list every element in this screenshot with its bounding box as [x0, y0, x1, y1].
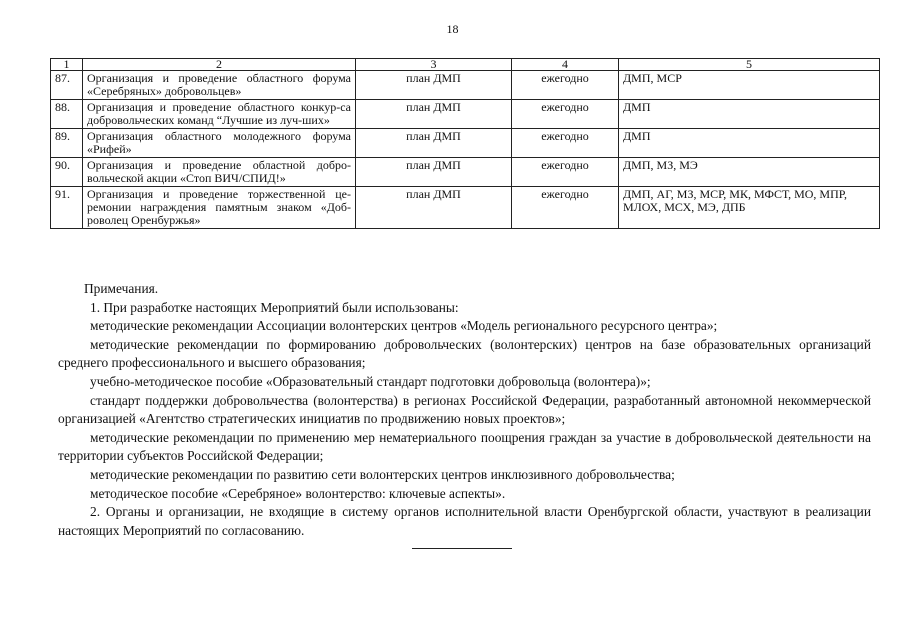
row-number: 89.	[51, 129, 83, 158]
event-executors: ДМП, МСР	[619, 71, 880, 100]
table-row	[51, 71, 880, 100]
row-number: 87.	[51, 71, 83, 100]
row-number: 88.	[51, 100, 83, 129]
event-name: Организация и проведение областного форума «Серебряных» добровольцев»	[83, 71, 356, 100]
event-plan: план ДМП	[356, 100, 512, 129]
event-plan: план ДМП	[356, 187, 512, 229]
event-name: Организация и проведение областной добро-вольческой акции «Стоп ВИЧ/СПИД!»	[83, 158, 356, 187]
event-period: ежегодно	[512, 187, 619, 229]
event-period: ежегодно	[512, 129, 619, 158]
note-paragraph: стандарт поддержки добровольчества (волонтерства) в регионах Российской Федерации, разработанный автономной некоммерческой организацией «Агентство стратегических инициатив по продвижению новых проектов»;	[58, 392, 871, 427]
table-row	[51, 129, 880, 158]
table-row	[51, 100, 880, 129]
event-period: ежегодно	[512, 100, 619, 129]
event-period: ежегодно	[512, 158, 619, 187]
closing-rule	[412, 548, 512, 549]
event-period: ежегодно	[512, 71, 619, 100]
event-executors: ДМП, МЗ, МЭ	[619, 158, 880, 187]
event-name: Организация областного молодежного форума «Рифей»	[83, 129, 356, 158]
event-plan: план ДМП	[356, 158, 512, 187]
column-header: 5	[619, 59, 880, 71]
event-executors: ДМП, АГ, МЗ, МСР, МК, МФСТ, МО, МПР, МЛОХ, МСХ, МЭ, ДПБ	[619, 187, 880, 229]
column-header: 3	[356, 59, 512, 71]
event-executors: ДМП	[619, 129, 880, 158]
event-name: Организация и проведение областного конкур-са добровольческих команд “Лучшие из луч-ших»	[83, 100, 356, 129]
note-paragraph: учебно-методическое пособие «Образовательный стандарт подготовки добровольца (волонтера)»;	[90, 373, 651, 389]
note-paragraph: методические рекомендации по формированию добровольческих (волонтерских) центров на базе образовательных организаций среднего профессионального и высшего образования;	[58, 336, 871, 371]
event-executors: ДМП	[619, 100, 880, 129]
column-number-row	[51, 59, 880, 71]
row-number: 91.	[51, 187, 83, 229]
events-table	[50, 58, 880, 229]
notes-title: Примечания.	[84, 281, 159, 296]
note-paragraph: 2. Органы и организации, не входящие в систему органов исполнительной власти Оренбургской области, участвуют в реализации настоящих Мероприятий по согласованию.	[58, 504, 871, 538]
table-row	[51, 187, 880, 229]
event-plan: план ДМП	[356, 71, 512, 100]
note-paragraph: методические рекомендации по развитию сети волонтерских центров инклюзивного добровольчества;	[90, 466, 675, 482]
note-paragraph: методические рекомендации Ассоциации волонтерских центров «Модель регионального ресурсного центра»;	[90, 318, 718, 334]
note-paragraph: методическое пособие «Серебряное» волонтерство: ключевые аспекты».	[90, 485, 506, 501]
column-header: 1	[51, 59, 83, 71]
note-paragraph: 1. При разработке настоящих Мероприятий были использованы:	[90, 299, 459, 315]
event-name: Организация и проведение торжественной це-ремонии награждения памятным знаком «Доб-роволец Оренбуржья»	[83, 187, 356, 229]
column-header: 4	[512, 59, 619, 71]
page-number: 18	[446, 22, 459, 36]
notes-section	[58, 280, 871, 540]
event-plan: план ДМП	[356, 129, 512, 158]
table-row	[51, 158, 880, 187]
note-paragraph: методические рекомендации по применению мер нематериального поощрения граждан за участие в добровольческой деятельности на территории субъектов Российской Федерации;	[58, 429, 871, 464]
column-header: 2	[83, 59, 356, 71]
row-number: 90.	[51, 158, 83, 187]
